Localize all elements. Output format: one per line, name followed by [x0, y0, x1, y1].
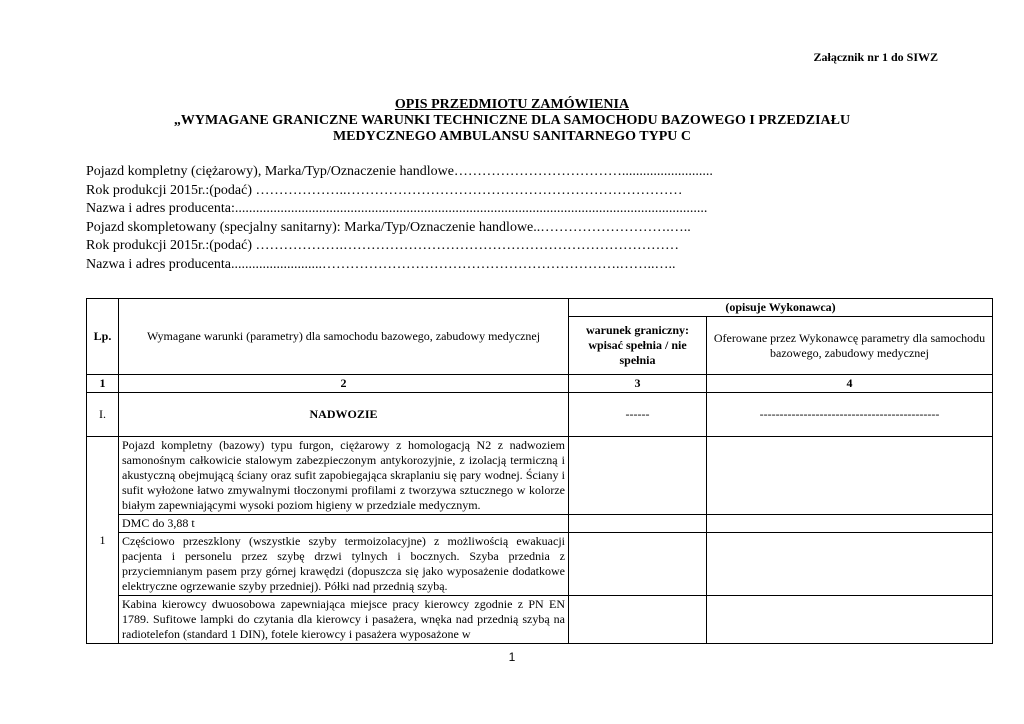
- section-limit: ------: [569, 393, 707, 437]
- field-specialized-vehicle: Pojazd skompletowany (specjalny sanitarny): Marka/Typ/Oznaczenie handlowe..……………………….…..: [86, 219, 691, 235]
- column-number-2: 2: [119, 375, 569, 393]
- section-lp: I.: [87, 393, 119, 437]
- header-contractor: (opisuje Wykonawca): [569, 299, 993, 317]
- offered-input-cell[interactable]: [707, 437, 993, 515]
- limit-input-cell[interactable]: [569, 515, 707, 533]
- field-producer-1: Nazwa i adres producenta:.......................................................................................................................................: [86, 201, 708, 216]
- title-line-2: „WYMAGANE GRANICZNE WARUNKI TECHNICZNE DLA SAMOCHODU BAZOWEGO I PRZEDZIAŁU: [173, 113, 851, 128]
- offered-input-cell[interactable]: [707, 596, 993, 644]
- table-row: [87, 596, 993, 644]
- header-lp: Lp.: [87, 299, 119, 375]
- offered-input-cell[interactable]: [707, 515, 993, 533]
- column-number-3: 3: [569, 375, 707, 393]
- section-offered: ---------------------------------------------: [707, 393, 993, 437]
- page-number: 1: [508, 650, 516, 664]
- column-number-1: 1: [87, 375, 119, 393]
- field-producer-2: Nazwa i adres producenta..........................……………………………………………………….……..…..: [86, 256, 676, 272]
- limit-input-cell[interactable]: [569, 596, 707, 644]
- requirements-table: [86, 298, 993, 644]
- vehicle-fields: [86, 163, 946, 274]
- table-row: [87, 515, 993, 533]
- limit-input-cell[interactable]: [569, 437, 707, 515]
- requirement-cell: Częściowo przeszklony (wszystkie szyby termoizolacyjne) z możliwością ewakuacji pacjenta i personelu przez szybę drzwi tylnych i bocznych. Szyba przednia z przyciemnianym pasem przy górnej krawędzi (dopuszcza się jako wyposażenie dodatkowe elektryczne ogrzewanie szyby przedniej). Półki nad przednią szybą.: [119, 533, 569, 596]
- requirement-text: Kabina kierowcy dwuosobowa zapewniająca miejsce pracy kierowcy zgodnie z PN EN 1789. Sufitowe lampki do czytania dla kierowcy i pasażera, wnęka nad przednią szybą na radiotelefon (standard 1 DIN), fotele kierowcy i pasażera wyposażone w: [122, 597, 565, 641]
- document-title: [0, 97, 1024, 145]
- column-number-4: 4: [707, 375, 993, 393]
- attachment-label: Załącznik nr 1 do SIWZ: [813, 50, 938, 64]
- section-name: NADWOZIE: [119, 393, 569, 437]
- header-limit-condition: warunek graniczny: wpisać spełnia / nie spełnia: [569, 317, 707, 375]
- requirement-cell: Pojazd kompletny (bazowy) typu furgon, ciężarowy z homologacją N2 z nadwoziem samonośnym całkowicie stalowym zabezpieczonym antykorozyjnie, z izolacją termiczną i akustyczną obejmującą ściany oraz sufit zapobiegająca skraplaniu się pary wodnej. Ściany i sufit wyłożone łatwo zmywalnymi tłoczonymi profilami z tworzywa sztucznego w kolorze białym zapewniającymi wysoki poziom higieny w przedziale medycznym.: [119, 437, 569, 515]
- header-requirements: Wymagane warunki (parametry) dla samochodu bazowego, zabudowy medycznej: [119, 299, 569, 375]
- requirement-cell-truncated: [119, 596, 569, 644]
- header-offered-parameters: Oferowane przez Wykonawcę parametry dla samochodu bazowego, zabudowy medycznej: [707, 317, 993, 375]
- field-complete-vehicle: Pojazd kompletny (ciężarowy), Marka/Typ/Oznaczenie handlowe………………………………..........................: [86, 164, 713, 179]
- field-production-year-2: Rok produkcji 2015r.:(podać) ……………….………………………………………………………………: [86, 238, 680, 253]
- title-line-3: MEDYCZNEGO AMBULANSU SANITARNEGO TYPU C: [332, 129, 692, 144]
- table-row: [87, 533, 993, 596]
- title-line-1: OPIS PRZEDMIOTU ZAMÓWIENIA: [394, 97, 630, 112]
- item-lp: 1: [87, 437, 119, 644]
- requirement-cell: DMC do 3,88 t: [119, 515, 569, 533]
- field-production-year-1: Rok produkcji 2015r.:(podać) ………………..………………………………………………………………: [86, 182, 683, 198]
- offered-input-cell[interactable]: [707, 533, 993, 596]
- limit-input-cell[interactable]: [569, 533, 707, 596]
- table-row: [87, 437, 993, 515]
